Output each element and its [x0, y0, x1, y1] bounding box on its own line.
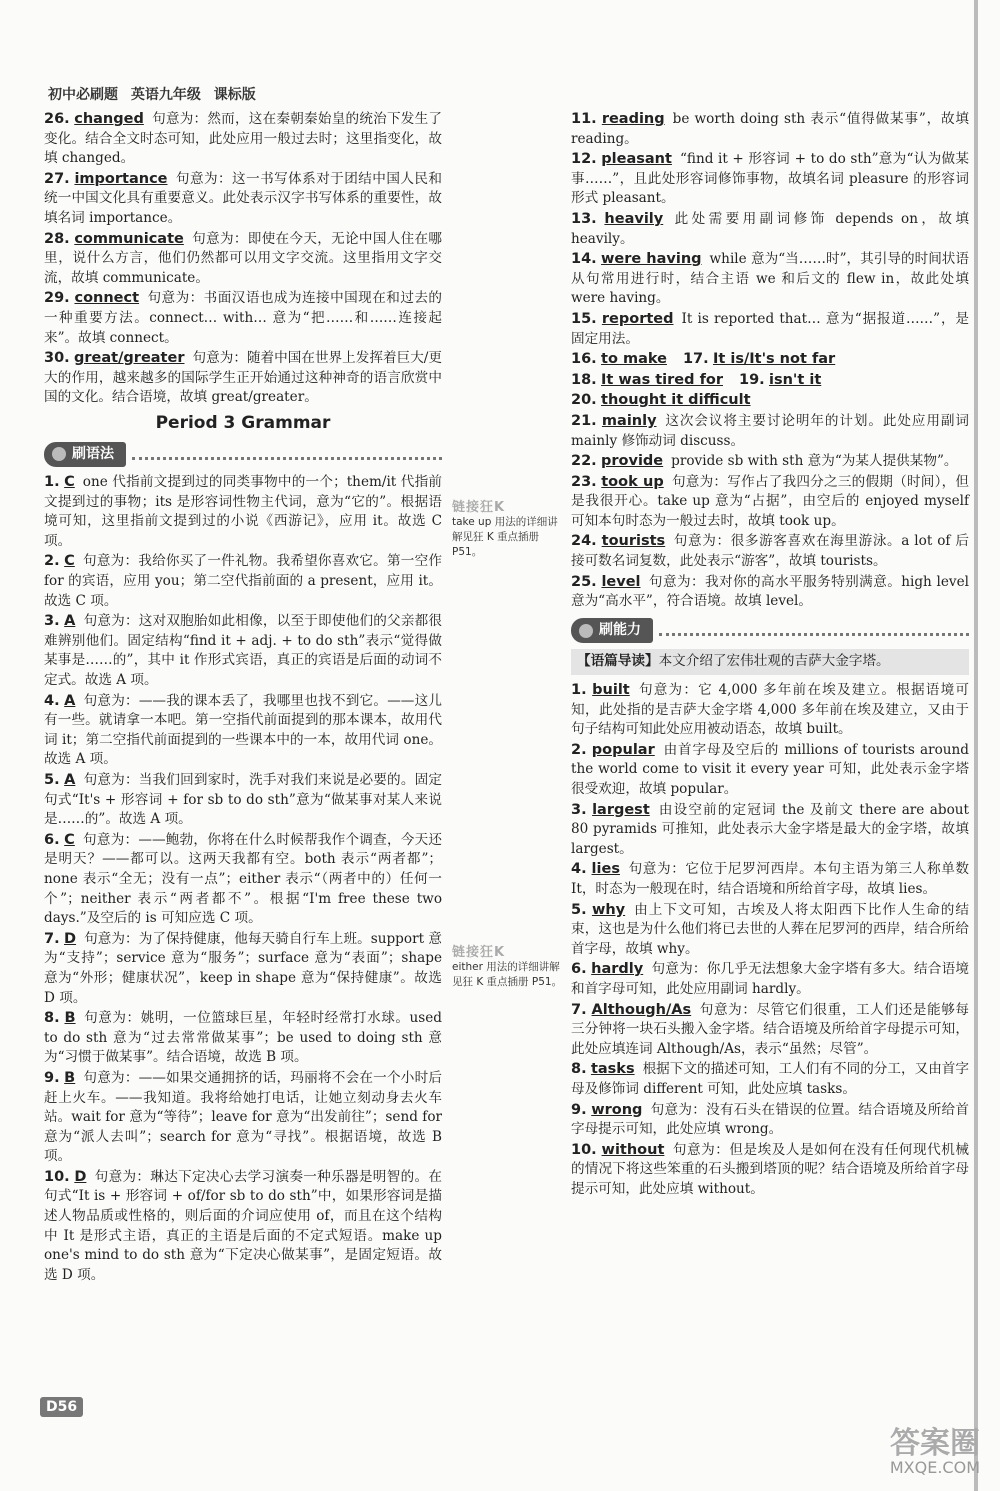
item-explanation: 根据下文的描述可知，工人们有不同的分工，又由首字母及修饰词 different 可知，此处应填 tasks。	[571, 1061, 970, 1097]
side-note-text: take up 用法的详细讲解见狂 K 重点插册 P51。	[452, 516, 558, 558]
item-number: 4.	[44, 692, 60, 709]
item-answer: B	[64, 1010, 76, 1027]
item-number: 3.	[44, 613, 60, 630]
answer-item	[44, 1168, 442, 1286]
item-explanation: 句意为：——如果交通拥挤的话，玛丽将不会在一个小时后赶上火车。——我知道。我将给她打电话，让她立刻动身去火车站。wait for 意为“等待”；leave for 意为“出发前往”；send for 意为“派人去叫”；search for 意为“寻找”。根据语境，故选 B 项。	[44, 1069, 443, 1165]
item-explanation: 句意为：为了保持健康，他每天骑自行车上班。support 意为“支持”；service 意为“服务”；surface 意为“表面”；shape 意为“外形；健康状况”，keep in shape 意为“保持健康”。故选 D 项。	[44, 930, 442, 1006]
item-number: 10.	[571, 1141, 597, 1158]
answer-row	[571, 350, 969, 370]
item-answer: D	[74, 1168, 87, 1185]
item-number: 18.	[571, 371, 597, 388]
item-answer: It is/It's not far	[712, 351, 836, 368]
dotted-divider	[132, 449, 442, 460]
item-answer: It was tired for	[601, 371, 723, 388]
item-answer: popular	[591, 741, 655, 758]
item-explanation: 句意为：姚明，一位篮球巨星，年轻时经常打水球。used to do sth 意为“过去常常做某事”；be used to doing sth 意为“习惯于做某事”。结合语境，故选 B 项。	[44, 1010, 442, 1066]
watermark-url: MXQE.COM	[889, 1458, 980, 1477]
item-answer: D	[64, 930, 77, 947]
answer-item	[571, 110, 969, 149]
item-number: 7.	[44, 930, 60, 947]
item-explanation: 由上下文可知，古埃及人将太阳西下比作人生命的结束，这也是为什么他们将已去世的人葬在尼罗河的西岸，结合所给首字母，故填 why。	[571, 901, 970, 957]
edition-title: 课标版	[213, 87, 256, 103]
item-number: 2.	[571, 741, 587, 758]
answer-item	[44, 1009, 442, 1068]
item-number: 1.	[571, 682, 587, 699]
item-number: 20.	[571, 392, 597, 409]
answer-item	[571, 532, 969, 571]
item-number: 25.	[571, 573, 597, 590]
answer-item	[571, 741, 969, 800]
item-explanation: 句意为：随着中国在世界上发挥着巨大/更大的作用，越来越多的国际学生正开始通过这种神奇的语言欣赏中国的文化。结合语境，故填 great/greater。	[44, 350, 442, 406]
item-number: 8.	[571, 1061, 587, 1078]
item-explanation: 句意为：——我的课本丢了，我哪里也找不到它。——这儿有一些。就请拿一本吧。第一空指代前面提到的那本课本，故用代词 it；第二空指代前面提到的一些课本中的一本，故用代词 one。故选 A 项。	[44, 692, 443, 768]
item-number: 19.	[738, 371, 765, 388]
item-answer: heavily	[604, 210, 664, 227]
answer-item	[44, 473, 442, 551]
reading-guide	[571, 649, 969, 675]
item-number: 23.	[571, 473, 597, 490]
section-grammar	[44, 442, 442, 468]
answer-item	[44, 170, 442, 229]
item-number: 7.	[571, 1001, 587, 1018]
item-answer: A	[64, 613, 76, 630]
answer-item	[571, 452, 969, 472]
item-answer: Although/As	[591, 1001, 692, 1018]
link-label: 链接狂K	[452, 500, 506, 515]
item-number: 27.	[44, 170, 70, 187]
answer-item	[571, 1141, 969, 1200]
answer-item	[44, 1069, 442, 1167]
item-explanation: 此处需要用副词修饰 depends on，故填 heavily。	[571, 210, 969, 247]
answer-item	[571, 1060, 969, 1099]
item-number: 22.	[571, 453, 597, 470]
item-answer: built	[592, 682, 630, 699]
answer-item	[44, 349, 442, 408]
item-explanation: It is reported that… 意为“据报道……”，是固定用法。	[571, 310, 969, 347]
left-column	[44, 110, 442, 1286]
item-number: 10.	[44, 1168, 70, 1185]
answer-item	[571, 960, 969, 999]
dotted-divider	[659, 625, 969, 636]
page-number: D56	[40, 1397, 83, 1417]
guide-text: 本文介绍了宏伟壮观的吉萨大金字塔。	[658, 653, 890, 670]
item-number: 5.	[571, 901, 587, 918]
right-column	[571, 110, 969, 1200]
item-number: 16.	[571, 351, 597, 368]
answer-item	[571, 681, 969, 740]
answer-item	[571, 1101, 969, 1140]
item-answer: A	[64, 692, 76, 709]
item-answer: great/greater	[74, 350, 185, 367]
answer-item	[571, 250, 969, 309]
book-title: 初中必刷题	[48, 87, 118, 103]
item-answer: mainly	[601, 412, 657, 429]
item-number: 6.	[44, 831, 60, 848]
answer-item	[44, 230, 442, 289]
answer-item	[44, 771, 442, 830]
answer-item	[44, 289, 442, 348]
item-explanation: 句意为：然而，这在秦朝秦始皇的统治下发生了变化。结合全文时态可知，此处应用一般过去时；这里指变化，故填 changed。	[44, 111, 442, 167]
answer-row	[571, 371, 969, 391]
item-number: 9.	[571, 1101, 587, 1118]
item-answer: wrong	[591, 1101, 643, 1118]
item-answer: to make	[601, 351, 667, 368]
item-answer: reported	[601, 310, 674, 327]
item-number: 26.	[44, 111, 70, 127]
item-number: 5.	[44, 772, 60, 788]
item-number: 15.	[571, 310, 597, 327]
item-answer: without	[601, 1141, 665, 1158]
answer-item	[571, 150, 969, 209]
item-answer: A	[64, 772, 76, 788]
section-badge: 刷能力	[571, 618, 653, 644]
item-number: 13.	[571, 210, 597, 227]
item-answer: B	[64, 1069, 76, 1086]
item-explanation: 句意为：但是埃及人是如何在没有任何现代机械的情况下将这些笨重的石头搬到塔顶的呢？结合语境及所给首字母提示可知，此处应填 without。	[571, 1141, 969, 1197]
item-answer: lies	[591, 861, 620, 878]
link-label: 链接狂K	[452, 945, 506, 960]
answer-item	[44, 930, 442, 1008]
side-note-text: either 用法的详细讲解见狂 K 重点插册 P51。	[452, 961, 563, 988]
item-number: 14.	[571, 251, 597, 268]
item-answer: pleasant	[601, 151, 672, 168]
item-explanation: 句意为：当我们回到家时，洗手对我们来说是必要的。固定句式“It's + 形容词 + for sb to do sth”意为“做某事对某人来说是……的”。故选 A 项。	[44, 772, 443, 828]
item-number: 24.	[571, 533, 597, 550]
answer-item	[44, 692, 442, 770]
item-explanation: 句意为：尽管它们很重，工人们还是能够每三分钟将一块石头搬入金字塔。结合语境及所给首字母提示可知，此处应填连词 Although/As，表示“虽然；尽管”。	[571, 1001, 969, 1057]
item-explanation: 这次会议将主要讨论明年的计划。此处应用副词 mainly 修饰动词 discuss。	[571, 412, 969, 449]
item-answer: changed	[74, 111, 144, 127]
item-answer: C	[64, 831, 75, 848]
item-explanation: 由设空前的定冠词 the 及前文 there are about 80 pyramids 可推知，此处表示大金字塔是最大的金字塔，故填 largest。	[571, 801, 969, 857]
watermark-logo: 答案圈	[890, 1426, 980, 1461]
item-number: 3.	[571, 801, 587, 818]
pen-icon	[579, 624, 593, 638]
answer-item	[571, 412, 969, 451]
page-header	[48, 84, 264, 104]
answer-item	[44, 612, 442, 690]
item-answer: C	[64, 474, 75, 491]
answer-item	[571, 210, 969, 249]
answer-item	[571, 860, 969, 899]
answer-item	[571, 310, 969, 349]
answer-item	[571, 573, 969, 612]
item-answer: connect	[74, 290, 140, 307]
item-number: 6.	[571, 961, 587, 978]
answer-item	[571, 801, 969, 860]
item-explanation: 句意为：即使在今天，无论中国人住在哪里，说什么方言，他们仍然都可以用文字交流。这里指用文字交流，故填 communicate。	[44, 230, 442, 286]
item-number: 9.	[44, 1069, 60, 1086]
item-explanation: one 代指前文提到过的同类事物中的一个；them/it 代指前文提到过的事物；its 是形容词性物主代词，意为“它的”。根据语境可知，这里指前文提到过的小说《西游记》，应用 it。故选 C 项。	[44, 474, 442, 549]
item-number: 21.	[571, 412, 597, 429]
answer-item	[571, 901, 969, 960]
item-explanation: while 意为“当……时”，其引导的时间状语从句常用进行时，结合主语 we 和后文的 flew in，故此处填 were having。	[571, 251, 969, 307]
item-number: 28.	[44, 230, 70, 247]
item-explanation: 由首字母及空后的 millions of tourists around the world come to visit it every year 可知，此处表示金字塔很受欢迎，故填 popular。	[571, 741, 969, 797]
item-explanation: 句意为：它 4,000 多年前在埃及建立。根据语境可知，此处指的是吉萨大金字塔 4,000 多年前在埃及建立，又由于句子结构可知此处应用被动语态，故填 built。	[571, 682, 970, 738]
section-badge: 刷语法	[44, 442, 126, 468]
item-number: 8.	[44, 1010, 60, 1027]
item-number: 17.	[682, 351, 709, 368]
item-explanation: 句意为：你几乎无法想象大金字塔有多大。结合语境和首字母可知，此处应用副词 hardly。	[571, 961, 969, 997]
item-number: 29.	[44, 290, 70, 307]
item-answer: importance	[74, 170, 168, 187]
side-note-1	[452, 500, 564, 560]
item-explanation: 句意为：这一书写体系对于团结中国人民和统一中国文化具有重要意义。此处表示汉字书写体系的重要性，故填名词 importance。	[44, 170, 443, 226]
item-explanation: provide sb with sth 意为“为某人提供某物”。	[671, 453, 958, 470]
item-answer: tourists	[601, 533, 666, 550]
section-ability	[571, 618, 969, 644]
item-explanation: 句意为：书面汉语也成为连接中国现在和过去的一种重要方法。connect… with… 意为“把……和……连接起来”。故填 connect。	[44, 290, 442, 346]
item-explanation: 句意为：很多游客喜欢在海里游泳。a lot of 后接可数名词复数，此处表示“游客”，故填 tourists。	[571, 533, 969, 570]
item-number: 30.	[44, 350, 70, 367]
guide-label: 【语篇导读】	[577, 653, 659, 670]
subject-title: 英语九年级	[130, 87, 201, 103]
item-answer: why	[591, 901, 626, 918]
item-explanation: 句意为：琳达下定决心去学习演奏一种乐器是明智的。在句式“It is + 形容词 + of/for sb to do sth”中，如果形容词是描述人物品质或性格的，则后面的介词应使用 of，而且在这个结构中 It 是形式主语，真正的主语是后面的不定式短语。make up one's mind to do sth 意为“下定决心做某事”，是固定短语。故选 D 项。	[44, 1168, 442, 1283]
item-answer: were having	[601, 251, 702, 268]
item-answer: reading	[601, 111, 665, 127]
item-explanation: 句意为：它位于尼罗河西岸。本句主语为第三人称单数 It，时态为一般现在时，结合语境和所给首字母，故填 lies。	[571, 861, 969, 897]
item-explanation: 句意为：我对你的高水平服务特别满意。high level 意为“高水平”，符合语境。故填 level。	[571, 573, 969, 610]
item-explanation: 句意为：我给你买了一件礼物。我希望你喜欢它。第一空作 for 的宾语，应用 you；第二空代指前面的 a present，应用 it。故选 C 项。	[44, 553, 442, 609]
item-number: 2.	[44, 553, 60, 570]
item-answer: thought it difficult	[601, 392, 751, 409]
item-answer: level	[601, 573, 641, 590]
answer-item	[44, 831, 442, 929]
item-number: 4.	[571, 861, 587, 878]
item-answer: communicate	[74, 230, 184, 247]
page-edge	[974, 0, 978, 1491]
period-title: Period 3 Grammar	[155, 412, 331, 433]
answer-item	[571, 1001, 969, 1060]
item-answer: tasks	[590, 1061, 635, 1078]
item-explanation: 句意为：这对双胞胎如此相像，以至于即使他们的父亲都很难辨别他们。固定结构“find it + adj. + to do sth”表示“觉得做某事是……的”，其中 it 作形式宾语，真正的宾语是后面的动词不定式。故选 A 项。	[44, 613, 443, 689]
answer-item	[44, 552, 442, 611]
answer-row	[571, 391, 969, 411]
item-answer: took up	[601, 473, 664, 490]
item-explanation: 句意为：——鲍勃，你将在什么时候帮我作个调查，今天还是明天？——都可以。这两天我都有空。both 表示“两者都”；none 表示“全无；没有一点”；either 表示“（两者中的）任何一个”；neither 表示“两者都不”。根据“I'm free these two days.”及空后的 is 可知应选 C 项。	[44, 831, 443, 927]
item-answer: largest	[592, 801, 650, 818]
side-note-2	[452, 945, 564, 990]
item-number: 11.	[571, 111, 597, 127]
item-explanation: be worth doing sth 表示“值得做某事”，故填 reading。	[571, 111, 969, 147]
item-answer: isn't it	[769, 371, 822, 388]
pen-icon	[52, 447, 66, 461]
answer-item	[571, 473, 969, 532]
answer-item	[44, 110, 442, 169]
item-answer: provide	[601, 453, 664, 470]
item-explanation: “find it + 形容词 + to do sth”意为“认为做某事……”，且此处形容词修饰事物，故填名词 pleasure 的形容词形式 pleasant。	[571, 151, 969, 207]
item-answer: C	[64, 553, 75, 570]
item-answer: hardly	[591, 961, 644, 978]
item-number: 1.	[44, 474, 60, 491]
item-explanation: 句意为：写作占了我四分之三的假期（时间），但是我很开心。take up 意为“占据”，由空后的 enjoyed myself 可知本句时态为一般过去时，故填 took up。	[571, 473, 970, 529]
item-number: 12.	[571, 151, 597, 168]
item-explanation: 句意为：没有石头在错误的位置。结合语境及所给首字母提示可知，此处应填 wrong。	[571, 1101, 970, 1138]
